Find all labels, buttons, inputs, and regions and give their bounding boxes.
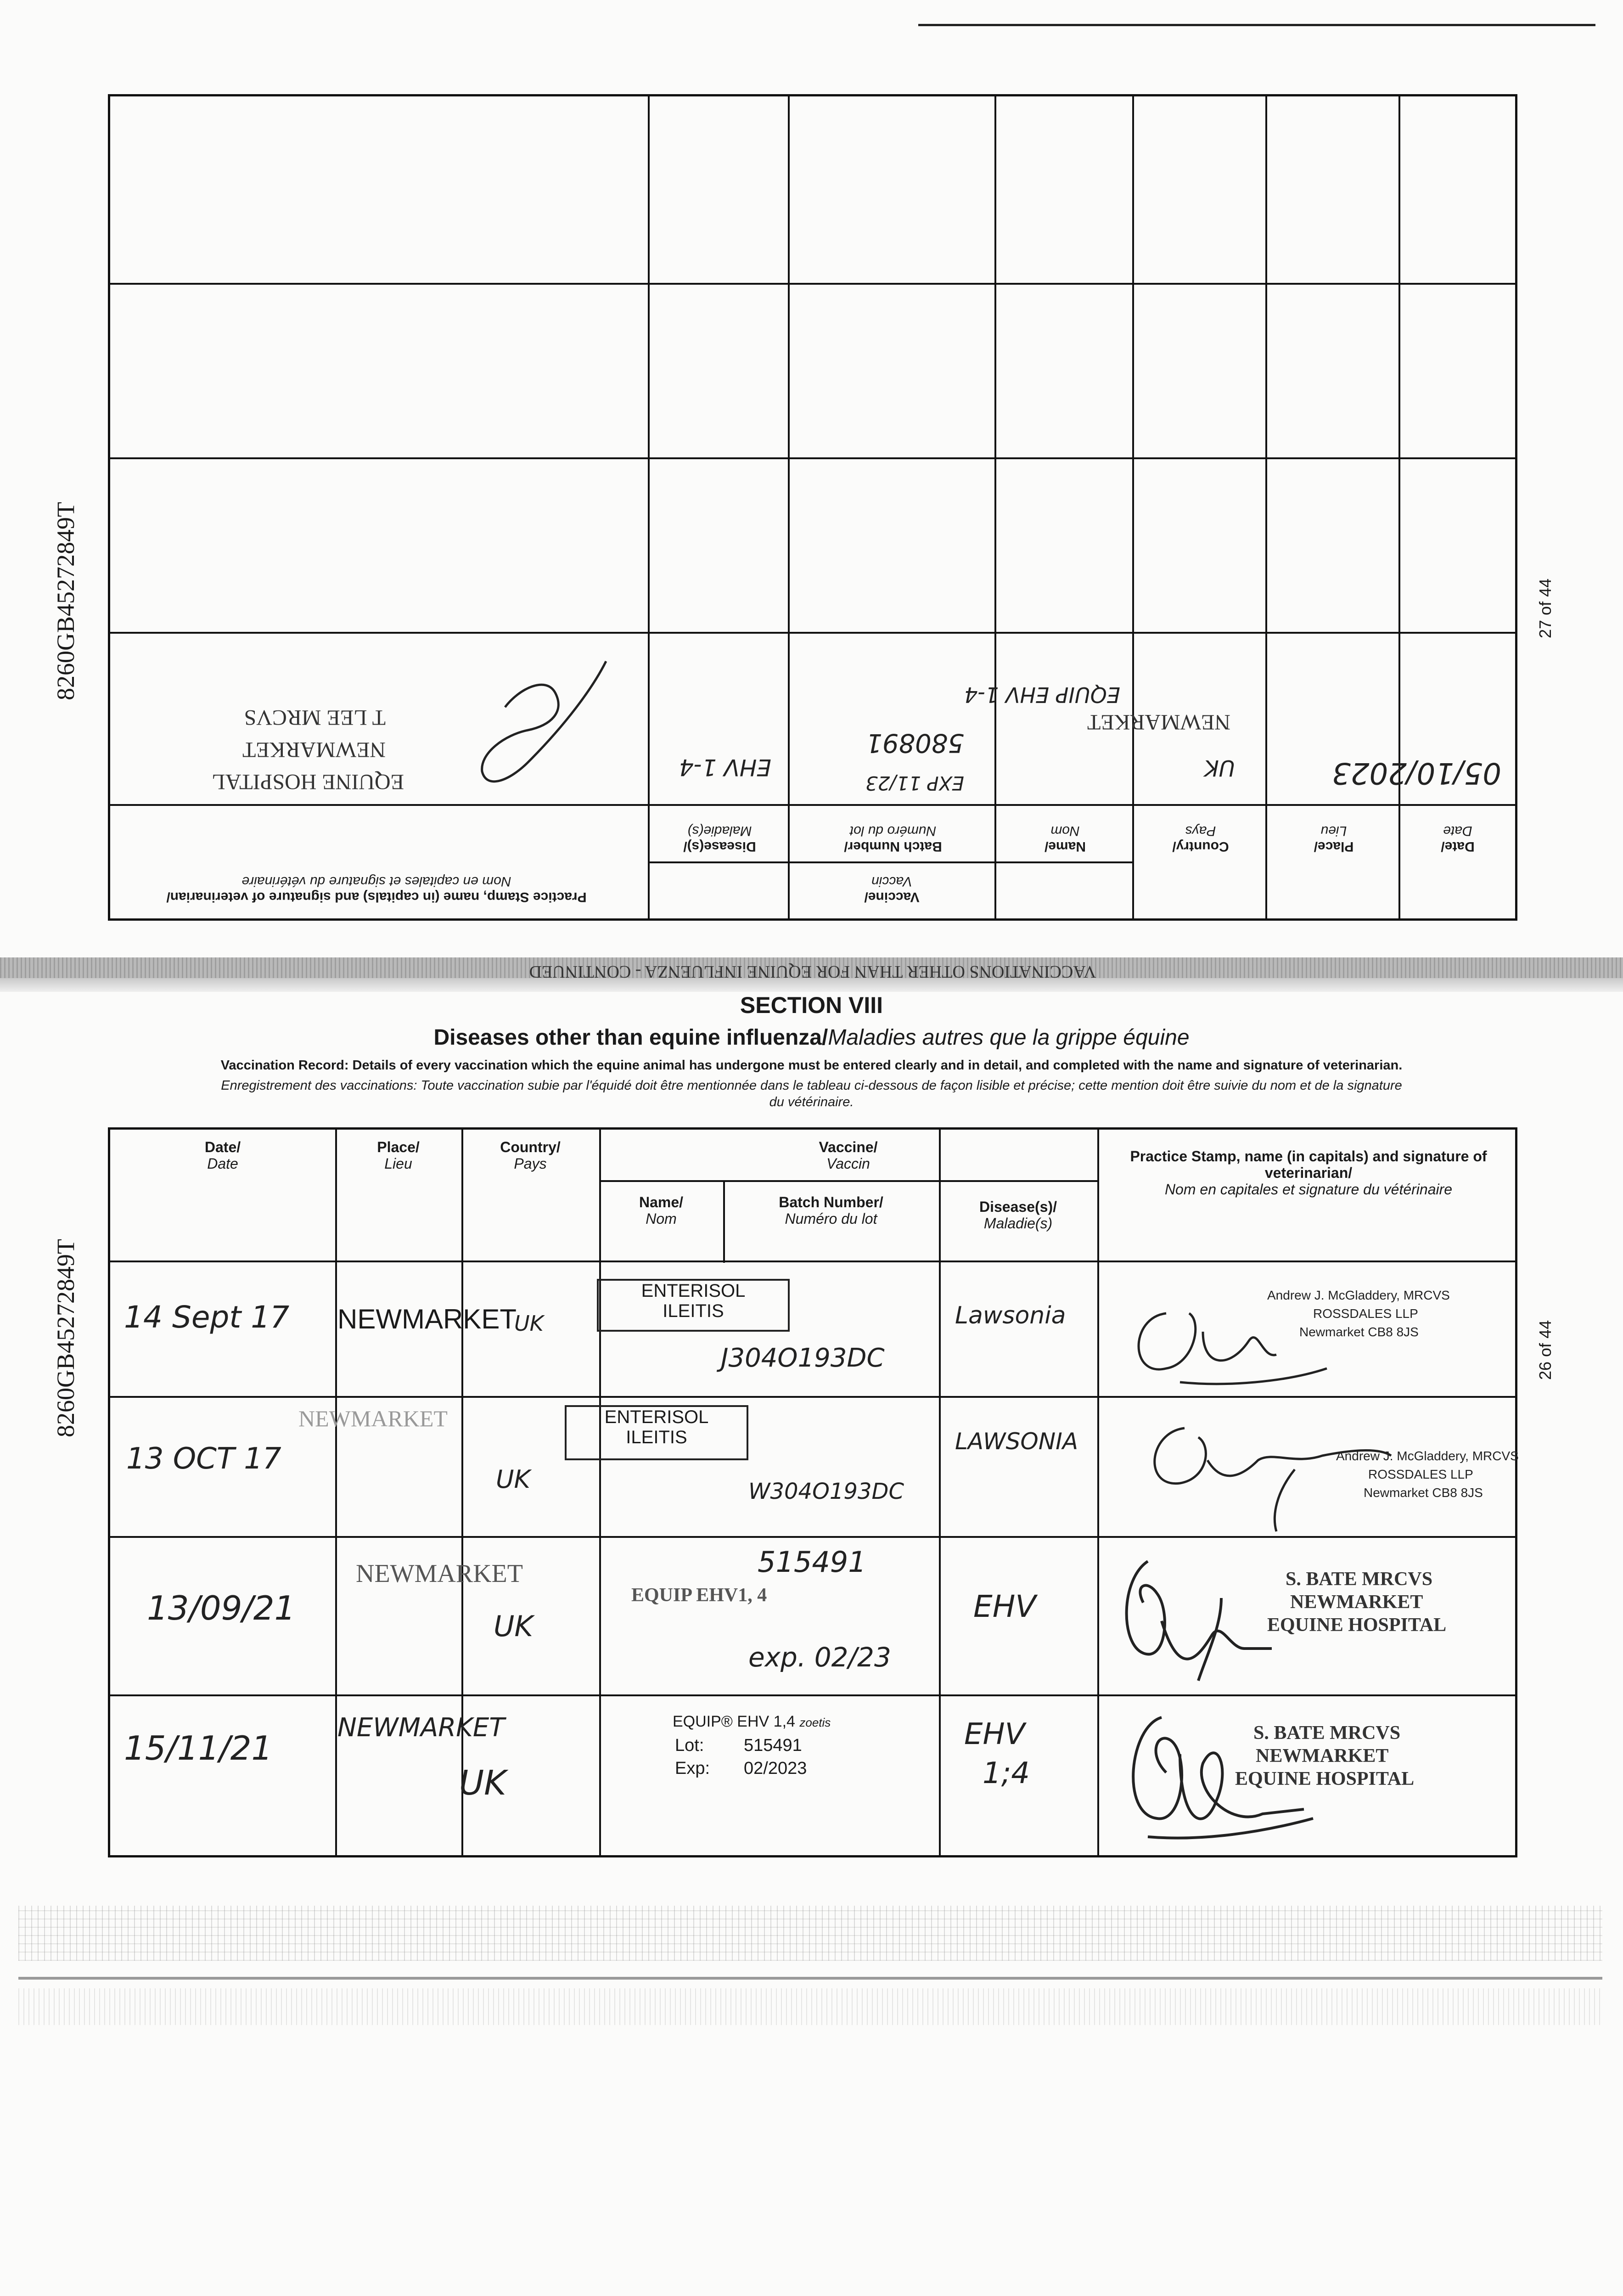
signature-mcgladdery-1 bbox=[1111, 1277, 1341, 1391]
header-disease: Disease(s)/ Maladie(s) bbox=[979, 1199, 1057, 1232]
header-practice: Practice Stamp, name (in capitals) and signature of veterinarian/ Nom en capitales et signature du vétérinaire bbox=[1130, 1148, 1487, 1198]
col-line bbox=[1132, 96, 1134, 918]
instruction-en: Vaccination Record: Details of every vaccination which the equine animal has undergone must be entered clearly and in detail, and completed with the name and signature of veterinarian. bbox=[220, 1058, 1403, 1073]
section-title: SECTION VIII bbox=[740, 992, 883, 1018]
row4-country: UK bbox=[459, 1763, 506, 1803]
row4-exp: 02/2023 bbox=[744, 1759, 807, 1778]
row1-stamp-line3: Newmarket CB8 8JS bbox=[1299, 1325, 1419, 1339]
row4-date: 15/11/21 bbox=[124, 1729, 273, 1767]
row2-stamp-line1: Andrew J. McGladdery, MRCVS bbox=[1336, 1449, 1519, 1463]
row1-batch: J304O193DC bbox=[721, 1343, 885, 1373]
row2-disease: LAWSONIA bbox=[955, 1428, 1078, 1455]
header-name: Name/ Nom bbox=[639, 1194, 684, 1227]
row3-exp: exp. 02/23 bbox=[748, 1642, 891, 1673]
entry-country: UK bbox=[1204, 755, 1235, 781]
entry-disease: EHV 1-4 bbox=[679, 754, 771, 781]
signature-mcgladdery-2 bbox=[1120, 1405, 1396, 1534]
header-batch: Batch Number/ Numéro du lot bbox=[779, 1194, 883, 1227]
row-line bbox=[110, 1694, 1515, 1696]
continued-banner: VACCINATIONS OTHER THAN FOR EQUINE INFLUENZA - CONTINUED bbox=[529, 962, 1096, 981]
row3-stamp-line3: EQUINE HOSPITAL bbox=[1267, 1615, 1447, 1636]
row3-batch: 515491 bbox=[758, 1545, 866, 1579]
scan-edge-line bbox=[918, 24, 1595, 26]
col-line bbox=[1097, 1130, 1099, 1855]
header-practice: Practice Stamp, name (in capitals) and signature of veterinarian/ Nom en capitales et signature du vétérinaire bbox=[166, 874, 587, 905]
header-place: Place/ Lieu bbox=[1314, 823, 1354, 854]
row1-date: 14 Sept 17 bbox=[124, 1300, 290, 1335]
row2-vaccine-stamp: ENTERISOL ILEITIS bbox=[565, 1405, 748, 1460]
header-vaccine: Vaccine/ Vaccin bbox=[864, 874, 920, 905]
entry-stamp-line1: EQUINE HOSPITAL bbox=[212, 770, 404, 794]
row4-disease-line2: 1;4 bbox=[983, 1756, 1030, 1790]
vaccine-subheader-line bbox=[599, 1180, 1097, 1182]
col-line bbox=[461, 1130, 463, 1855]
header-line bbox=[110, 804, 1515, 806]
col-line bbox=[788, 96, 790, 918]
row1-place: NEWMARKET bbox=[337, 1304, 517, 1334]
section-subtitle: Diseases other than equine influenza/Maladies autres que la grippe équine bbox=[433, 1025, 1190, 1050]
row-line bbox=[110, 283, 1515, 285]
row3-date: 13/09/21 bbox=[147, 1589, 296, 1627]
header-date: Date/ Date bbox=[1441, 823, 1475, 854]
entry-stamp-line3: T LEE MRCVS bbox=[244, 705, 386, 730]
header-disease: Disease(s)/ Maladie(s) bbox=[683, 823, 756, 854]
document-id-bottom: 8260GB45272849T bbox=[52, 1239, 79, 1437]
row1-disease: Lawsonia bbox=[955, 1302, 1066, 1329]
entry-vaccine: EQUIP EHV 1-4 bbox=[964, 682, 1120, 707]
header-name: Name/ Nom bbox=[1044, 823, 1086, 854]
row3-stamp-line2: NEWMARKET bbox=[1290, 1592, 1423, 1613]
row3-country: UK bbox=[494, 1609, 534, 1643]
row2-stamp-line3: Newmarket CB8 8JS bbox=[1364, 1486, 1483, 1500]
row3-vaccine: EQUIP EHV1, 4 bbox=[631, 1585, 767, 1606]
header-date: Date/ Date bbox=[204, 1139, 241, 1172]
row1-stamp-line2: ROSSDALES LLP bbox=[1313, 1306, 1418, 1321]
header-line bbox=[110, 1261, 1515, 1262]
row2-date: 13 OCT 17 bbox=[126, 1442, 281, 1476]
row2-stamp-line2: ROSSDALES LLP bbox=[1368, 1467, 1473, 1481]
col-line bbox=[1398, 96, 1400, 918]
upside-down-page bbox=[108, 94, 1517, 921]
entry-place: NEWMARKET bbox=[1087, 710, 1230, 734]
vaccine-subheader-line bbox=[650, 861, 1134, 863]
header-place: Place/ Lieu bbox=[377, 1139, 420, 1172]
header-vaccine: Vaccine/ Vaccin bbox=[819, 1139, 878, 1172]
entry-date: 05/10/2023 bbox=[1332, 756, 1501, 790]
row2-batch: W304O193DC bbox=[748, 1479, 904, 1504]
page-number-top: 27 of 44 bbox=[1536, 578, 1555, 638]
row-line bbox=[110, 457, 1515, 459]
entry-batch: 580891 bbox=[866, 728, 964, 758]
scan-noise-footer bbox=[18, 1988, 1602, 2025]
signature-t-lee bbox=[468, 652, 620, 799]
entry-exp: EXP 11/23 bbox=[865, 772, 964, 794]
col-line bbox=[648, 96, 650, 918]
row4-vaccine: EQUIP® EHV 1,4 zoetis bbox=[673, 1713, 831, 1730]
row3-place: NEWMARKET bbox=[356, 1559, 523, 1588]
scan-noise-footer bbox=[18, 1906, 1602, 1961]
row1-country: UK bbox=[514, 1311, 544, 1336]
row4-exp-label: Exp: bbox=[675, 1759, 710, 1778]
row4-disease-line1: EHV bbox=[964, 1717, 1025, 1751]
header-batch: Batch Number/ Numéro du lot bbox=[844, 823, 942, 854]
row-line bbox=[110, 1396, 1515, 1398]
signature-bate-1 bbox=[1106, 1543, 1281, 1690]
document-id-top: 8260GB45272849T bbox=[52, 502, 79, 700]
col-line bbox=[1265, 96, 1267, 918]
header-country: Country/ Pays bbox=[1172, 823, 1229, 854]
row3-disease: EHV bbox=[973, 1589, 1036, 1624]
row2-country: UK bbox=[496, 1465, 530, 1494]
scan-noise-footer bbox=[18, 1977, 1602, 1980]
signature-bate-2 bbox=[1111, 1699, 1322, 1855]
row4-stamp-line3: EQUINE HOSPITAL bbox=[1235, 1768, 1415, 1790]
row3-stamp-line1: S. BATE MRCVS bbox=[1286, 1569, 1433, 1590]
row4-lot-label: Lot: bbox=[675, 1736, 704, 1755]
row-line bbox=[110, 632, 1515, 634]
vaccination-table bbox=[108, 1127, 1517, 1857]
row-line bbox=[110, 1536, 1515, 1538]
row4-lot: 515491 bbox=[744, 1736, 802, 1755]
header-country: Country/ Pays bbox=[500, 1139, 561, 1172]
row4-place: NEWMARKET bbox=[337, 1713, 505, 1743]
instruction-fr: Enregistrement des vaccinations: Toute vaccination subie par l'équidé doit être mentionnée dans le tableau ci-dessous de façon lisible et précise; cette mention doit être suivie du nom et de la signature du vétérinaire. bbox=[221, 1078, 1402, 1109]
row1-vaccine-stamp: ENTERISOL ILEITIS bbox=[597, 1279, 790, 1332]
col-line bbox=[599, 1130, 601, 1855]
row2-place: NEWMARKET bbox=[298, 1406, 448, 1431]
col-line bbox=[335, 1130, 337, 1855]
col-line bbox=[939, 1130, 941, 1855]
vaccination-table-continued bbox=[108, 94, 1517, 921]
row4-stamp-line2: NEWMARKET bbox=[1256, 1745, 1389, 1767]
row1-stamp-line1: Andrew J. McGladdery, MRCVS bbox=[1267, 1288, 1450, 1302]
page-number-bottom: 26 of 44 bbox=[1536, 1320, 1555, 1380]
col-line bbox=[994, 96, 996, 918]
row4-stamp-line1: S. BATE MRCVS bbox=[1253, 1722, 1401, 1744]
entry-stamp-line2: NEWMARKET bbox=[242, 737, 386, 762]
